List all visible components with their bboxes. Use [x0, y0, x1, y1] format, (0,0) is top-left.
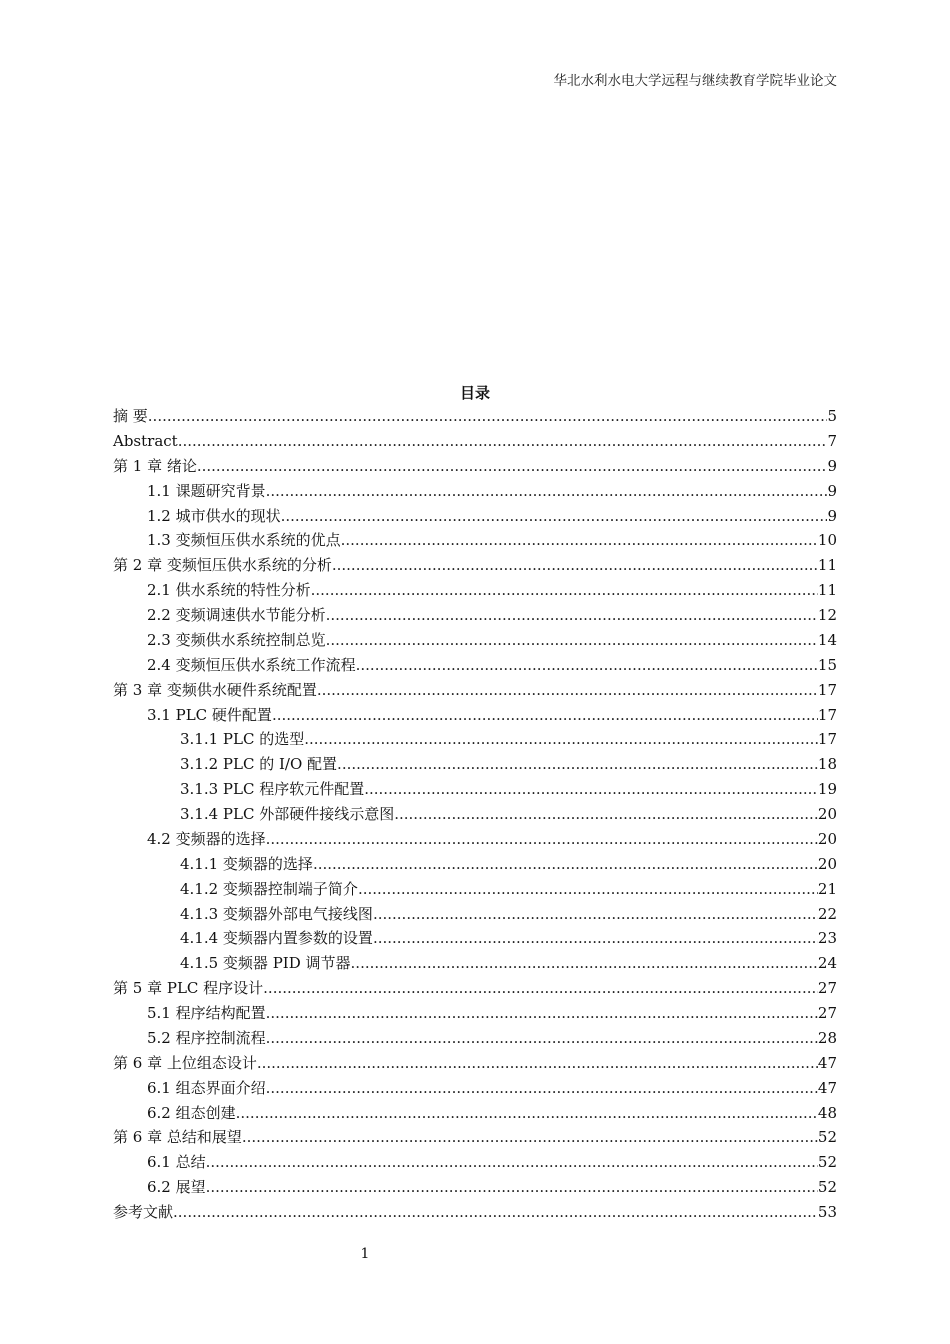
toc-entry-label: 5.1 程序结构配置 [147, 1004, 266, 1022]
toc-entry[interactable] [113, 727, 837, 752]
toc-leader-dots [281, 504, 828, 529]
toc-entry-page: 27 [817, 1004, 837, 1022]
toc-entry-label: 1.1 课题研究背景 [147, 481, 266, 500]
toc-entry[interactable] [113, 902, 837, 927]
toc-entry-page: 11 [817, 556, 837, 575]
toc-entry-label: 3.1.1 PLC 的选型 [180, 730, 305, 749]
toc-entry-label: 第 1 章 绪论 [113, 456, 197, 475]
toc-entry-page: 9 [827, 506, 837, 525]
toc-title: 目录 [459, 384, 490, 402]
toc-entry-page: 9 [827, 456, 837, 475]
toc-entry-label: 6.2 展望 [147, 1178, 206, 1197]
toc-entry[interactable] [113, 877, 837, 902]
toc-entry[interactable] [113, 951, 837, 976]
toc-entry-page: 5 [827, 407, 837, 425]
toc-leader-dots [236, 1101, 818, 1126]
toc-entry-label: 1.2 城市供水的现状 [147, 506, 281, 525]
toc-entry-page: 10 [817, 531, 837, 550]
toc-entry-label: 6.2 组态创建 [147, 1103, 236, 1122]
toc-entry[interactable] [113, 976, 837, 1001]
toc-entry[interactable] [113, 1125, 837, 1150]
toc-leader-dots [337, 752, 818, 777]
toc-entry-page: 17 [817, 680, 837, 699]
toc-leader-dots [206, 1175, 818, 1200]
toc-entry-label: 2.2 变频调速供水节能分析 [147, 606, 326, 624]
toc-entry-page: 48 [817, 1103, 837, 1122]
toc-entry[interactable] [113, 777, 837, 802]
toc-entry[interactable] [113, 1175, 837, 1200]
toc-entry-page: 27 [817, 979, 837, 998]
toc-entry-label: 2.1 供水系统的特性分析 [147, 581, 311, 600]
toc-leader-dots [317, 678, 818, 703]
toc-entry-page: 23 [817, 929, 837, 948]
toc-entry[interactable] [113, 1150, 837, 1175]
toc-entry-page: 24 [817, 954, 837, 973]
toc-entry[interactable] [113, 1200, 837, 1225]
toc-entry[interactable] [113, 852, 837, 877]
toc-entry-page: 19 [817, 780, 837, 799]
toc-entry[interactable] [113, 454, 837, 479]
toc-entry-page: 7 [827, 431, 837, 450]
toc-entry-label: 3.1.3 PLC 程序软元件配置 [180, 780, 365, 799]
toc-entry[interactable] [113, 1026, 837, 1051]
toc-leader-dots [266, 1026, 818, 1051]
toc-entry-label: 4.1.2 变频器控制端子简介 [180, 879, 358, 898]
toc-entry-page: 47 [817, 1053, 837, 1072]
toc-entry-page: 14 [817, 630, 837, 649]
toc-leader-dots [356, 653, 818, 678]
toc-entry-page: 15 [817, 655, 837, 674]
toc-leader-dots [373, 926, 818, 951]
toc-entry-label: Abstract [113, 431, 178, 450]
toc-entry-page: 21 [817, 879, 837, 898]
toc-entry-label: 第 6 章 总结和展望 [113, 1128, 242, 1147]
toc-leader-dots [313, 852, 818, 877]
toc-entry-page: 17 [817, 705, 837, 724]
toc-leader-dots [394, 802, 818, 827]
toc-entry[interactable] [113, 802, 837, 827]
toc-entry-page: 20 [817, 854, 837, 873]
toc-entry[interactable] [113, 429, 837, 454]
toc-entry[interactable] [113, 827, 837, 852]
toc-leader-dots [341, 528, 818, 553]
toc-leader-dots [351, 951, 818, 976]
toc-entry-label: 6.1 总结 [147, 1153, 206, 1172]
toc-leader-dots [373, 902, 818, 927]
toc-leader-dots [197, 454, 828, 479]
toc-leader-dots [326, 628, 818, 653]
toc-entry-page: 28 [817, 1028, 837, 1047]
toc-leader-dots [178, 429, 828, 454]
toc-entry-page: 52 [817, 1128, 837, 1147]
toc-entry[interactable] [113, 603, 837, 628]
toc-entry[interactable] [113, 926, 837, 951]
toc-entry[interactable] [113, 678, 837, 703]
toc-entry[interactable] [113, 703, 837, 728]
toc-leader-dots [206, 1150, 818, 1175]
toc-entry[interactable] [113, 752, 837, 777]
toc-leader-dots [263, 976, 818, 1001]
toc-entry-page: 17 [817, 730, 837, 749]
toc-entry-page: 47 [817, 1078, 837, 1097]
toc-entry-label: 1.3 变频恒压供水系统的优点 [147, 531, 341, 550]
toc-leader-dots [257, 1051, 818, 1076]
page-number: 1 [360, 1246, 370, 1262]
toc-leader-dots [266, 479, 828, 504]
toc-entry-page: 53 [817, 1203, 837, 1221]
toc-entry-page: 22 [817, 904, 837, 923]
toc-entry-page: 52 [817, 1178, 837, 1197]
toc-entry-label: 第 5 章 PLC 程序设计 [113, 979, 264, 998]
toc-entry-label: 第 3 章 变频供水硬件系统配置 [113, 680, 317, 699]
toc-entry[interactable] [113, 479, 837, 504]
toc-entry-label: 2.3 变频供水系统控制总览 [147, 630, 326, 649]
toc-entry-label: 4.1.5 变频器 PID 调节器 [180, 954, 351, 973]
toc-entry-page: 11 [817, 581, 837, 600]
toc-leader-dots [326, 603, 818, 628]
toc-entry-page: 20 [817, 805, 837, 823]
toc-leader-dots [364, 777, 818, 802]
toc-entry-label: 5.2 程序控制流程 [147, 1028, 266, 1047]
toc-entry-page: 20 [817, 829, 837, 848]
toc-leader-dots [266, 1076, 818, 1101]
toc-entry[interactable] [113, 504, 837, 529]
toc-entry-label: 4.1.3 变频器外部电气接线图 [180, 904, 373, 923]
toc-entry-page: 18 [817, 755, 837, 774]
toc-leader-dots [242, 1125, 818, 1150]
toc-entry-label: 4.1.4 变频器内置参数的设置 [180, 929, 373, 948]
toc-entry-label: 3.1.4 PLC 外部硬件接线示意图 [180, 805, 395, 823]
toc-leader-dots [358, 877, 818, 902]
toc-entry-page: 9 [827, 481, 837, 500]
toc-entry[interactable] [113, 653, 837, 678]
toc-leader-dots [266, 827, 818, 852]
toc-leader-dots [266, 1001, 818, 1026]
toc-entry-label: 2.4 变频恒压供水系统工作流程 [147, 655, 356, 674]
table-of-contents [113, 404, 837, 1225]
toc-leader-dots [332, 553, 818, 578]
page-header: 华北水利水电大学远程与继续教育学院毕业论文 [553, 73, 837, 89]
toc-entry-label: 摘 要 [113, 407, 148, 425]
toc-entry[interactable] [113, 1001, 837, 1026]
toc-entry-page: 12 [817, 606, 837, 624]
toc-entry-label: 3.1.2 PLC 的 I/O 配置 [180, 755, 338, 774]
toc-entry[interactable] [113, 1076, 837, 1101]
toc-entry[interactable] [113, 1101, 837, 1126]
toc-leader-dots [311, 578, 818, 603]
toc-entry[interactable] [113, 628, 837, 653]
toc-entry-label: 3.1 PLC 硬件配置 [147, 705, 272, 724]
toc-entry-label: 参考文献 [113, 1203, 174, 1221]
toc-leader-dots [148, 404, 828, 429]
toc-entry-label: 第 2 章 变频恒压供水系统的分析 [113, 556, 332, 575]
toc-entry-label: 第 6 章 上位组态设计 [113, 1053, 257, 1072]
toc-entry[interactable] [113, 404, 837, 429]
toc-entry-label: 4.2 变频器的选择 [147, 829, 266, 848]
toc-entry[interactable] [113, 1051, 837, 1076]
toc-entry[interactable] [113, 553, 837, 578]
toc-leader-dots [272, 703, 818, 728]
toc-entry-page: 52 [817, 1153, 837, 1172]
toc-entry[interactable] [113, 528, 837, 553]
toc-leader-dots [304, 727, 818, 752]
toc-leader-dots [173, 1200, 818, 1225]
toc-entry-label: 6.1 组态界面介绍 [147, 1078, 266, 1097]
toc-entry-label: 4.1.1 变频器的选择 [180, 854, 313, 873]
toc-entry[interactable] [113, 578, 837, 603]
